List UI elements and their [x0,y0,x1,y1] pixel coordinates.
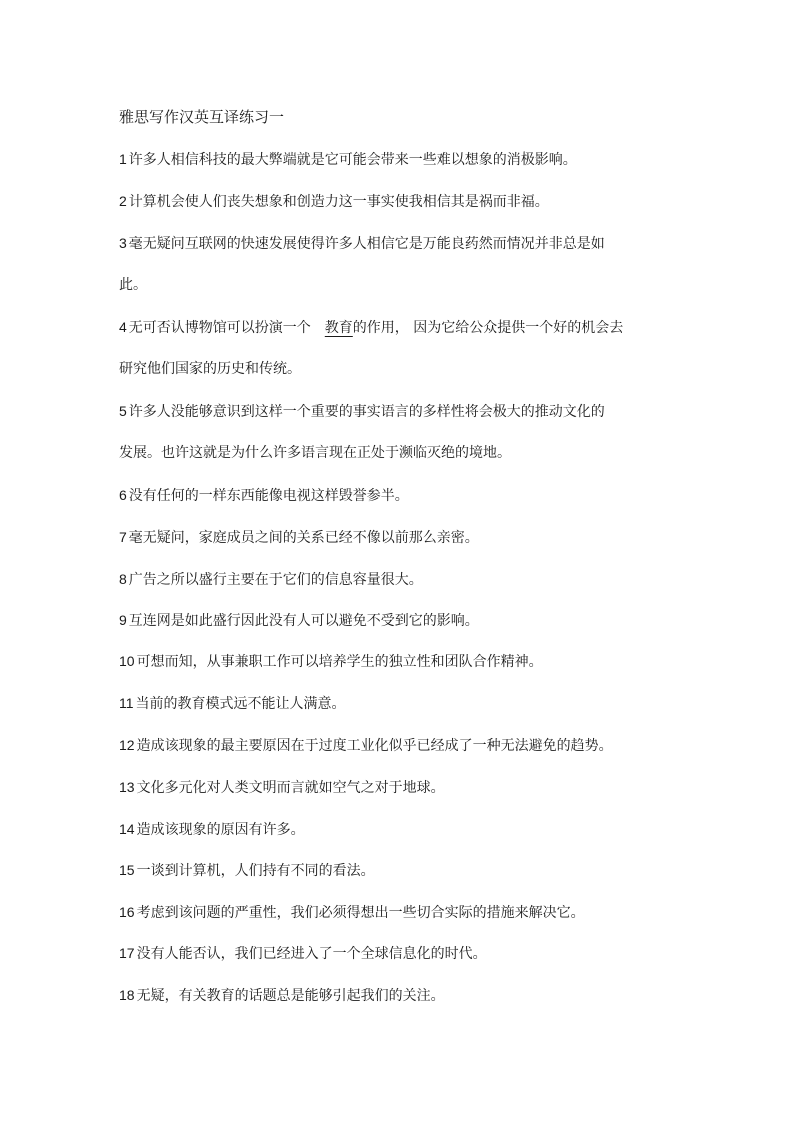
sentence-13 [119,776,445,799]
sentence-text: 的作用， 因为它给公众提供一个好的机会去 [352,320,624,336]
sentence-text: 可想而知，从事兼职工作可以培养学生的独立性和团队合作精神。 [136,654,543,670]
sentence-number: 1 [119,151,127,167]
sentence-number: 2 [119,193,127,209]
sentence-text: 许多人相信科技的最大弊端就是它可能会带来一些难以想象的消极影响。 [128,152,577,168]
sentence-text: 毫无疑问，家庭成员之间的关系已经不像以前那么亲密。 [128,530,479,546]
sentence-17 [119,942,487,965]
sentence-text: 许多人没能够意识到这样一个重要的事实语言的多样性将会极大的推动文化的 [128,404,605,420]
sentence-15 [119,859,375,882]
sentence-text: 没有人能否认，我们已经进入了一个全球信息化的时代。 [136,946,487,962]
sentence-number: 18 [119,987,135,1003]
sentence-number: 11 [119,695,134,711]
sentence-text: 广告之所以盛行主要在于它们的信息容量很大。 [128,572,423,588]
sentence-12 [119,734,613,757]
sentence-number: 7 [119,529,127,545]
sentence-text: 毫无疑问互联网的快速发展使得许多人相信它是万能良药然而情况并非总是如 [128,236,605,252]
sentence-11 [119,692,346,715]
sentence-6 [119,484,409,507]
sentence-14 [119,818,305,841]
sentence-number: 12 [119,737,135,753]
sentence-number: 4 [119,319,127,335]
sentence-number: 17 [119,945,135,961]
sentence-8 [119,568,423,591]
sentence-number: 15 [119,862,135,878]
document-title: 雅思写作汉英互译练习一 [119,108,285,126]
sentence-3-continuation: 此。 [119,277,147,293]
sentence-text: 无疑，有关教育的话题总是能够引起我们的关注。 [136,988,445,1004]
sentence-3 [119,232,605,255]
underlined-word: 教育 [324,320,353,336]
sentence-4-continuation: 研究他们国家的历史和传统。 [119,361,301,377]
sentence-text: 造成该现象的原因有许多。 [136,822,305,838]
sentence-7 [119,526,479,549]
sentence-number: 8 [119,571,127,587]
sentence-number: 14 [119,821,135,837]
sentence-text: 考虑到该问题的严重性，我们必须得想出一些切合实际的措施来解决它。 [136,905,585,921]
sentence-2 [119,190,549,213]
sentence-text: 无可否认博物馆可以扮演一个 [128,320,311,336]
sentence-10 [119,650,543,673]
sentence-4 [119,316,623,339]
sentence-text: 计算机会使人们丧失想象和创造力这一事实使我相信其是祸而非福。 [128,194,549,210]
sentence-18 [119,984,445,1007]
sentence-text: 当前的教育模式远不能让人满意。 [135,696,346,712]
sentence-9 [119,609,479,632]
sentence-number: 6 [119,487,127,503]
sentence-text: 文化多元化对人类文明而言就如空气之对于地球。 [136,780,445,796]
sentence-number: 10 [119,653,135,669]
sentence-number: 9 [119,612,127,628]
sentence-5 [119,400,605,423]
sentence-number: 3 [119,235,127,251]
sentence-16 [119,901,585,924]
sentence-1 [119,148,577,171]
sentence-text: 造成该现象的最主要原因在于过度工业化似乎已经成了一种无法避免的趋势。 [136,738,613,754]
sentence-text: 没有任何的一样东西能像电视这样毁誉参半。 [128,488,409,504]
sentence-text: 一谈到计算机，人们持有不同的看法。 [136,863,375,879]
sentence-number: 5 [119,403,127,419]
sentence-number: 13 [119,779,135,795]
sentence-5-continuation: 发展。也许这就是为什么许多语言现在正处于濒临灭绝的境地。 [119,445,511,461]
sentence-text: 互连网是如此盛行因此没有人可以避免不受到它的影响。 [128,613,479,629]
sentence-number: 16 [119,904,135,920]
